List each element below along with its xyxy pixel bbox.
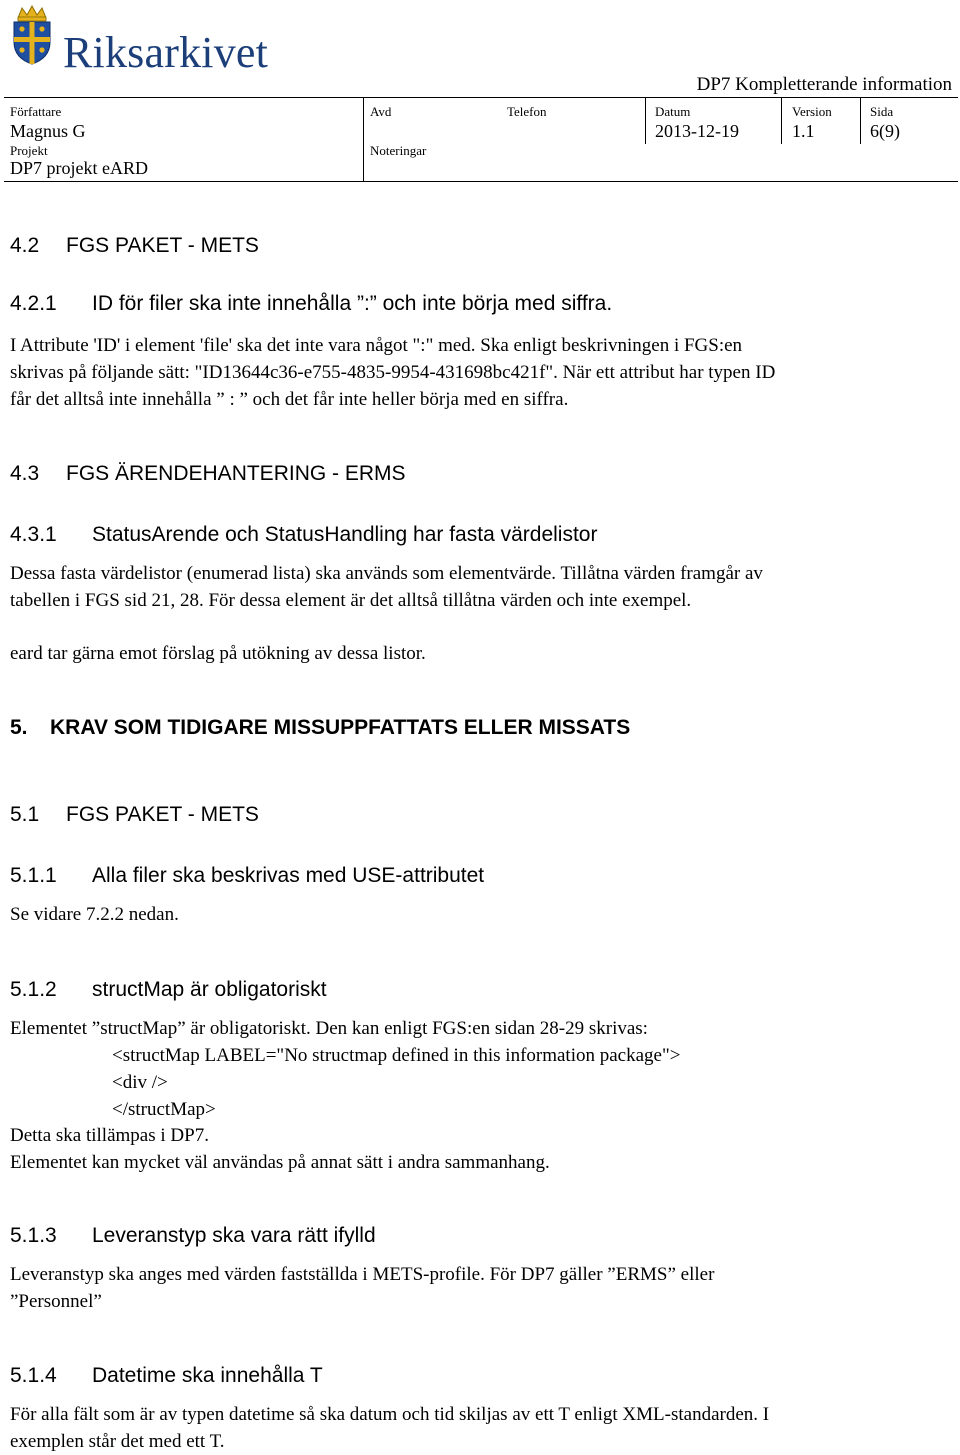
text-line: I Attribute 'ID' i element 'file' ska det inte vara något ":" med. Ska enligt beskrivningen i FGS:en <box>10 335 743 356</box>
page-label: Sida <box>870 104 894 119</box>
paragraph-4-3-1 <box>10 560 950 614</box>
heading-number: 5.1.4 <box>10 1364 57 1387</box>
project-value: DP7 projekt eARD <box>10 158 148 178</box>
text-line: tabellen i FGS sid 21, 28. För dessa element är det alltså tillåtna värden och inte exempel. <box>10 590 692 611</box>
text-line: Detta ska tillämpas i DP7. <box>10 1125 209 1146</box>
text-line: Leveranstyp ska anges med värden fastställda i METS-profile. För DP7 gäller ”ERMS” eller <box>10 1264 715 1285</box>
version-label: Version <box>792 104 832 119</box>
heading-4-3 <box>10 462 406 486</box>
paragraph-4-2-1 <box>10 332 950 413</box>
code-line: </structMap> <box>112 1099 216 1120</box>
heading-5-1-2 <box>10 978 327 1002</box>
heading-number: 4.2.1 <box>10 292 57 315</box>
heading-number: 5.1 <box>10 803 40 826</box>
page-value: 6(9) <box>870 121 900 141</box>
heading-title: FGS PAKET - METS <box>66 803 259 826</box>
heading-title: Leveranstyp ska vara rätt ifylld <box>92 1224 376 1247</box>
heading-5-1 <box>10 803 259 827</box>
text-line: skrivas på följande sätt: "ID13644c36-e755-4835-9954-431698bc421f". När ett attribut har typen ID <box>10 362 776 383</box>
heading-number: 4.3 <box>10 462 40 485</box>
heading-number: 5.1.2 <box>10 978 57 1001</box>
paragraph-4-3-1-b: eard tar gärna emot förslag på utökning av dessa listor. <box>10 643 426 664</box>
text-line: får det alltså inte innehålla ” : ” och det får inte heller börja med en siffra. <box>10 389 569 410</box>
heading-5-1-1 <box>10 864 484 888</box>
paragraph-5-1-1: Se vidare 7.2.2 nedan. <box>10 904 179 925</box>
heading-5 <box>10 716 630 740</box>
header-divider-3 <box>781 97 782 144</box>
project-label: Projekt <box>10 143 48 158</box>
text-line: exemplen står det med ett T. <box>10 1431 225 1452</box>
header-rule-bottom <box>4 181 958 182</box>
heading-title: FGS ÄRENDEHANTERING - ERMS <box>66 462 406 485</box>
heading-title: Alla filer ska beskrivas med USE-attributet <box>92 864 485 887</box>
heading-number: 5.1.1 <box>10 864 57 887</box>
riksarkivet-crest-icon <box>8 4 56 66</box>
code-line: <div /> <box>112 1072 168 1093</box>
heading-number: 4.2 <box>10 234 40 257</box>
heading-title: KRAV SOM TIDIGARE MISSUPPFATTATS ELLER MISSATS <box>50 716 631 739</box>
paragraph-5-1-4 <box>10 1401 950 1455</box>
heading-number: 5.1.3 <box>10 1224 57 1247</box>
brand-name: Riksarkivet <box>63 28 269 77</box>
paragraph-5-1-3 <box>10 1261 950 1315</box>
dept-label: Avd <box>370 104 392 119</box>
version-value: 1.1 <box>792 121 815 141</box>
header-divider-2 <box>645 97 646 144</box>
notes-label: Noteringar <box>370 143 427 158</box>
text-line: För alla fält som är av typen datetime så ska datum och tid skiljas av ett T enligt XML-standarden. I <box>10 1404 770 1425</box>
text-line: Dessa fasta värdelistor (enumerad lista) ska används som elementvärde. Tillåtna värden framgår av <box>10 563 763 584</box>
header-divider-4 <box>860 97 861 144</box>
document-title: DP7 Kompletterande information <box>696 74 952 95</box>
heading-4-3-1 <box>10 523 597 547</box>
header-rule-top <box>4 97 958 98</box>
text-line: Elementet kan mycket väl användas på annat sätt i andra sammanhang. <box>10 1152 550 1173</box>
code-line: <structMap LABEL="No structmap defined in this information package"> <box>112 1045 681 1066</box>
paragraph-5-1-2-b <box>10 1122 950 1176</box>
heading-number: 4.3.1 <box>10 523 57 546</box>
heading-title: Datetime ska innehålla T <box>92 1364 323 1387</box>
phone-label: Telefon <box>507 104 547 119</box>
paragraph-5-1-2-a: Elementet ”structMap” är obligatoriskt. Den kan enligt FGS:en sidan 28-29 skrivas: <box>10 1018 648 1039</box>
author-label: Författare <box>10 104 62 119</box>
date-label: Datum <box>655 104 691 119</box>
heading-title: structMap är obligatoriskt <box>92 978 327 1001</box>
header-divider-1 <box>363 97 364 181</box>
heading-title: ID för filer ska inte innehålla ”:” och inte börja med siffra. <box>92 292 613 315</box>
heading-number: 5. <box>10 716 28 739</box>
heading-4-2 <box>10 234 259 258</box>
heading-4-2-1 <box>10 292 612 316</box>
heading-title: StatusArende och StatusHandling har fasta värdelistor <box>92 523 598 546</box>
author-value: Magnus G <box>10 121 86 141</box>
heading-title: FGS PAKET - METS <box>66 234 259 257</box>
text-line: ”Personnel” <box>10 1291 102 1312</box>
code-example <box>112 1042 680 1123</box>
date-value: 2013-12-19 <box>655 121 739 141</box>
heading-5-1-4 <box>10 1364 323 1388</box>
heading-5-1-3 <box>10 1224 376 1248</box>
